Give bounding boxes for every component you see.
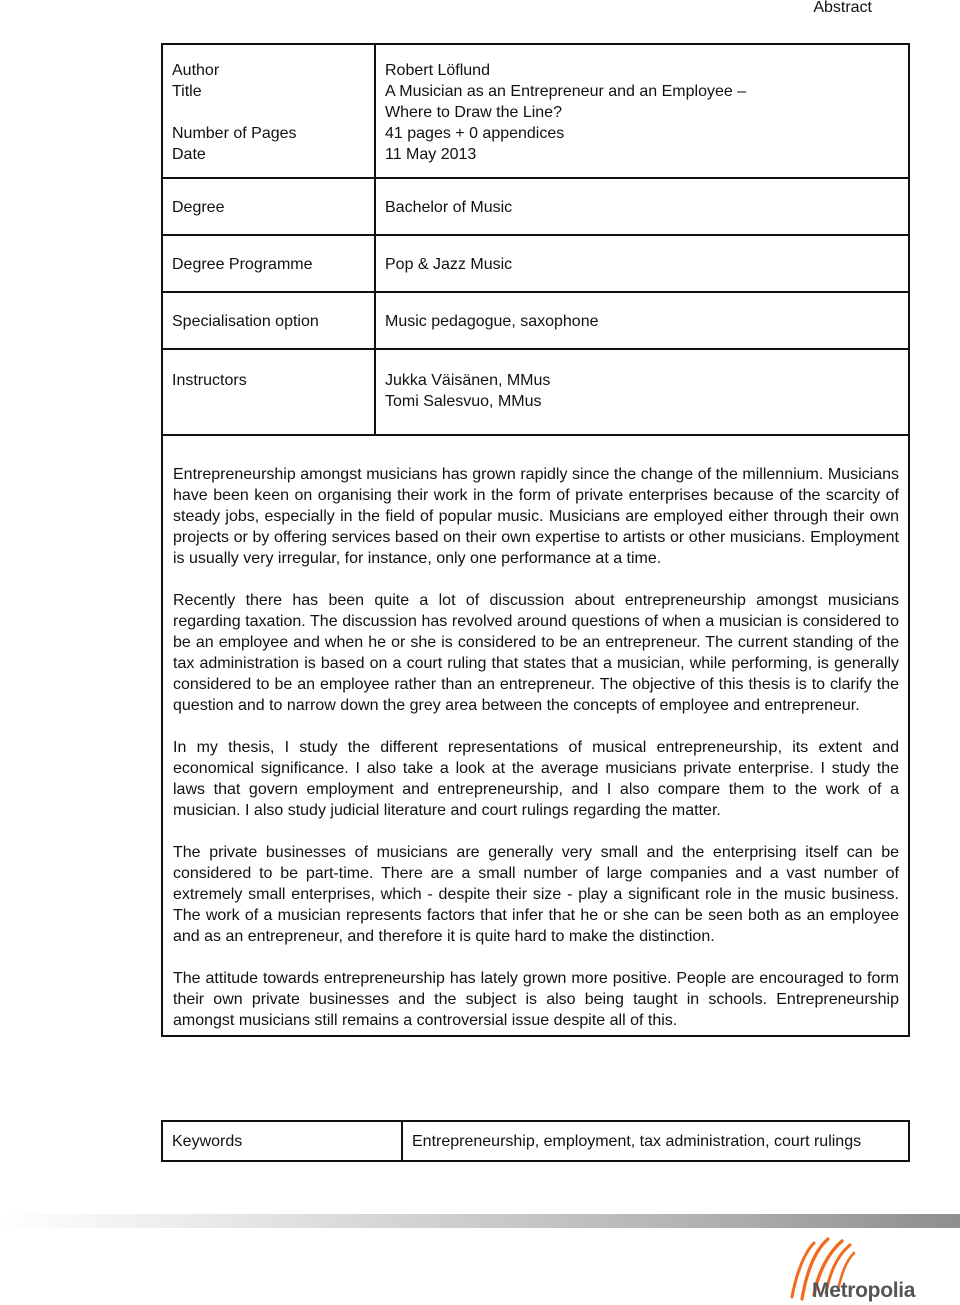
instructors-row [162,349,909,435]
keywords-row [162,1121,909,1161]
abstract-paragraph-3: In my thesis, I study the different representations of musical entrepreneurship, its extent and economical significance. I also take a look at the average musicians private enterprise. I study the laws that govern employment and entrepreneurship, and I also compare them to the work of a musician. I also study judicial literature and court rulings regarding the matter. [173,739,899,819]
metropolia-logo-text: Metropolia [812,1279,916,1302]
meta-values-cell [375,44,909,178]
footer-gradient-band [0,1214,960,1228]
page-header-label: Abstract [813,0,872,16]
keywords-label: Keywords [162,1121,402,1161]
instructors-values-cell [375,349,909,435]
meta-row [162,44,909,178]
abstract-info-table [161,43,910,1037]
degree-value: Bachelor of Music [375,178,909,235]
pages-label: Number of Pages [172,125,297,142]
degree-label: Degree [162,178,375,235]
abstract-paragraph-5: The attitude towards entrepreneurship has lately grown more positive. People are encouraged to form their own private businesses and the subject is also being taught in schools. Entrepreneurship amongst musicians still remains a controversial issue despite all of this. [173,970,899,1029]
instructor-1: Jukka Väisänen, MMus [385,372,551,389]
programme-value: Pop & Jazz Music [375,235,909,292]
title-label-spacer [172,102,374,123]
instructors-label: Instructors [162,349,375,435]
date-label: Date [172,146,206,163]
keywords-table [161,1120,910,1162]
title-value-line2: Where to Draw the Line? [385,104,562,121]
specialisation-value: Music pedagogue, saxophone [375,292,909,349]
abstract-paragraph-1: Entrepreneurship amongst musicians has grown rapidly since the change of the millennium. Musicians have been keen on organising their work in the form of private enterprises because of the scarcity of steady jobs, especially in the field of popular music. Musicians are employed either through their own projects or by offering services based on their own expertise to artists or other musicians. Employment is usually very irregular, for instance, only one performance at a time. [173,466,899,567]
title-value-line1: A Musician as an Entrepreneur and an Employee – [385,83,747,100]
author-value: Robert Löflund [385,62,490,79]
author-label: Author [172,62,220,79]
meta-labels-cell [162,44,375,178]
title-label: Title [172,83,202,100]
keywords-value: Entrepreneurship, employment, tax administration, court rulings [402,1121,909,1161]
instructor-2: Tomi Salesvuo, MMus [385,393,542,410]
abstract-paragraph-4: The private businesses of musicians are generally very small and the enterprising itself can be considered to be part-time. There are a small number of large companies and a vast number of extremely small enterprises, which - despite their size - play a significant role in the music business. The work of a musician represents factors that infer that he or she can be seen both as an employee and as an entrepreneur, and therefore it is quite hard to make the distinction. [173,844,899,945]
abstract-body-row [162,435,909,1036]
date-value: 11 May 2013 [385,146,477,163]
abstract-paragraph-2: Recently there has been quite a lot of discussion about entrepreneurship amongst musicians regarding taxation. The discussion has revolved around questions of when a musician is considered to be an employee and when he or she is considered to be an entrepreneur. The current standing of the tax administration is based on a court ruling that states that a musician, while performing, is generally considered to be an employee rather than an entrepreneur. The objective of this thesis is to clarify the question and to narrow down the grey area between the concepts of employee and entrepreneur. [173,592,899,714]
abstract-body [162,435,909,1036]
pages-value: 41 pages + 0 appendices [385,125,565,142]
specialisation-label: Specialisation option [162,292,375,349]
degree-row [162,178,909,235]
specialisation-row [162,292,909,349]
programme-label: Degree Programme [162,235,375,292]
programme-row [162,235,909,292]
